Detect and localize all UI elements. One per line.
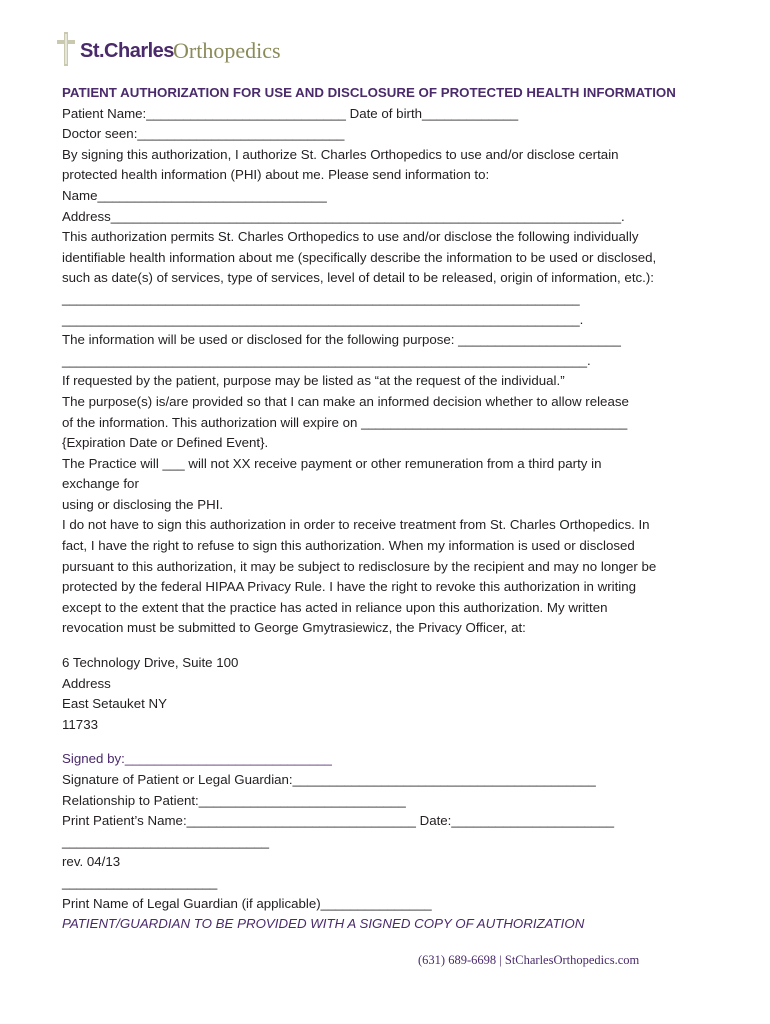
logo-st-text: St.Charles <box>80 40 174 62</box>
blank-line: ____________________________ <box>62 833 270 849</box>
body-text-line: protected by the federal HIPAA Privacy Rule. I have the right to revoke this authorization in writing <box>62 579 637 595</box>
doctor-seen-line[interactable]: Doctor seen:____________________________ <box>62 126 345 142</box>
logo-orthopedics-text: Orthopedics <box>173 38 281 63</box>
spacer <box>62 735 722 749</box>
body-text-line: If requested by the patient, purpose may be listed as “at the request of the individual.” <box>62 373 565 389</box>
spacer <box>62 639 722 653</box>
signed-by-line[interactable]: Signed by:____________________________ <box>62 751 332 767</box>
closing-note: PATIENT/GUARDIAN TO BE PROVIDED WITH A SIGNED COPY OF AUTHORIZATION <box>62 916 585 932</box>
payment-line: The Practice will ___ will not XX receive payment or other remuneration from a third party in <box>62 455 602 471</box>
body-text-line: using or disclosing the PHI. <box>62 496 224 512</box>
guardian-name-line[interactable]: Print Name of Legal Guardian (if applicable)_______________ <box>62 895 432 911</box>
address-line: 6 Technology Drive, Suite 100 <box>62 655 239 671</box>
authorization-form <box>62 83 722 935</box>
recipient-name-line[interactable]: Name_______________________________ <box>62 187 327 203</box>
address-line: 11733 <box>62 716 98 732</box>
print-name-date-line[interactable]: Print Patient’s Name:_______________________________ Date:______________________ <box>62 813 615 829</box>
cross-icon <box>55 32 77 66</box>
body-text-line: protected health information (PHI) about me. Please send information to: <box>62 167 490 183</box>
purpose-line[interactable]: The information will be used or disclosed for the following purpose: ______________________ <box>62 332 621 348</box>
relationship-line[interactable]: Relationship to Patient:____________________________ <box>62 792 406 808</box>
info-description-line[interactable]: ______________________________________________________________________. <box>62 311 584 327</box>
body-text-line: identifiable health information about me (specifically describe the information to be used or disclosed, <box>62 249 657 265</box>
body-text-line: except to the extent that the practice has acted in reliance upon this authorization. My written <box>62 599 608 615</box>
signature-line[interactable]: Signature of Patient or Legal Guardian:_________________________________________ <box>62 772 596 787</box>
purpose-line[interactable]: _______________________________________________________________________. <box>62 352 591 368</box>
body-text-line: The purpose(s) is/are provided so that I can make an informed decision whether to allow release <box>62 393 629 409</box>
body-text-line: By signing this authorization, I authorize St. Charles Orthopedics to use and/or disclose certain <box>62 146 619 162</box>
body-text-line: exchange for <box>62 476 139 492</box>
info-description-line[interactable]: ______________________________________________________________________ <box>62 290 580 306</box>
address-line: Address <box>62 675 111 691</box>
body-text-line: revocation must be submitted to George Gmytrasiewicz, the Privacy Officer, at: <box>62 620 526 636</box>
patient-name-line[interactable]: Patient Name:___________________________ Date of birth_____________ <box>62 105 519 121</box>
body-text-line: {Expiration Date or Defined Event}. <box>62 435 269 451</box>
footer-contact: (631) 689-6698 | StCharlesOrthopedics.com <box>418 953 640 967</box>
body-text-line: pursuant to this authorization, it may be subject to redisclosure by the recipient and may no longer be <box>62 558 657 574</box>
form-title: PATIENT AUTHORIZATION FOR USE AND DISCLOSURE OF PROTECTED HEALTH INFORMATION <box>62 85 676 100</box>
blank-line: _____________________ <box>62 874 218 890</box>
revision-label: rev. 04/13 <box>62 854 121 870</box>
body-text-line: This authorization permits St. Charles Orthopedics to use and/or disclose the following individually <box>62 229 639 245</box>
expiration-line[interactable]: of the information. This authorization will expire on ____________________________________ <box>62 414 628 430</box>
recipient-address-line[interactable]: Address_____________________________________________________________________. <box>62 208 625 224</box>
body-text-line: fact, I have the right to refuse to sign this authorization. When my information is used or disclosed <box>62 538 635 554</box>
body-text-line: I do not have to sign this authorization in order to receive treatment from St. Charles Orthopedics. In <box>62 517 650 533</box>
body-text-line: such as date(s) of services, type of services, level of detail to be released, origin of information, etc.): <box>62 270 654 286</box>
address-line: East Setauket NY <box>62 696 167 712</box>
